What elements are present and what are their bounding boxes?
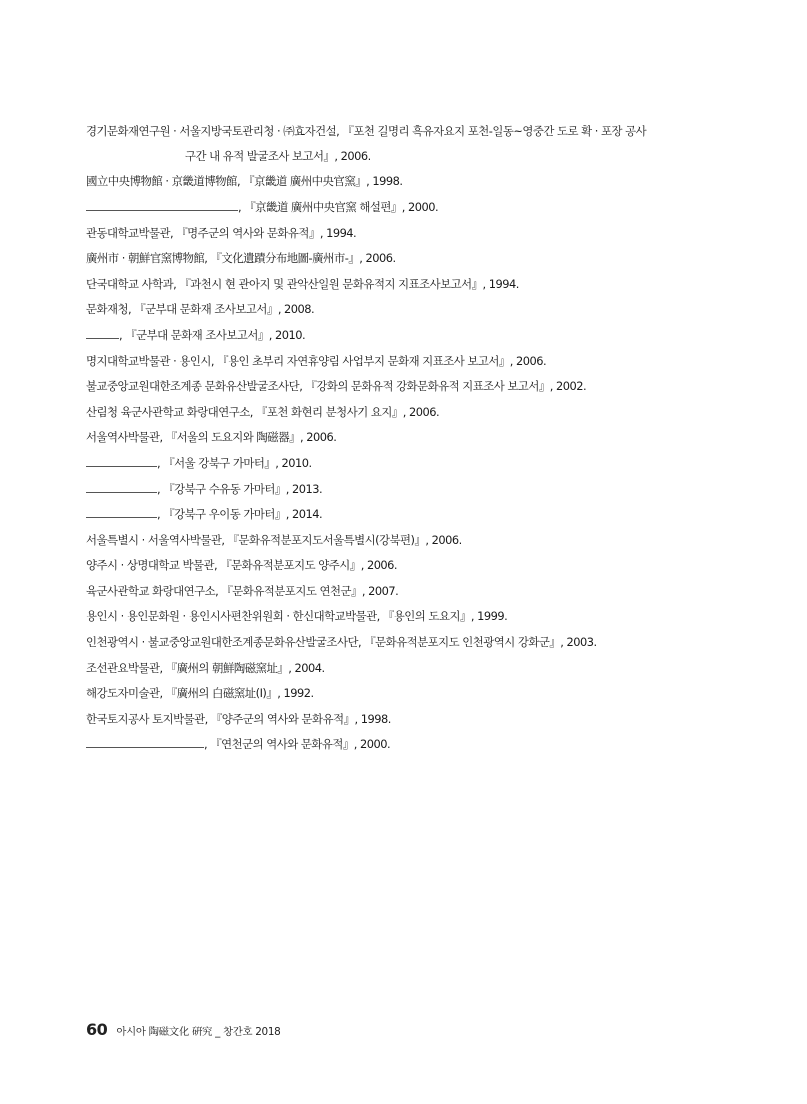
reference-text: 조선관요박물관, 『廣州의 朝鮮陶磁窯址』, 2004. (86, 660, 325, 675)
reference-entry (86, 430, 726, 445)
reference-entry (86, 712, 726, 727)
reference-text: 문화재청, 『군부대 문화재 조사보고서』, 2008. (86, 302, 315, 317)
reference-entry (86, 124, 726, 164)
reference-text: , 『강북구 수유동 가마터』, 2013. (157, 481, 323, 496)
reference-list (86, 124, 726, 763)
reference-entry (86, 328, 726, 343)
ditto-rule (86, 482, 157, 493)
page-number: 60 (86, 1020, 108, 1039)
ditto-rule (86, 507, 157, 518)
reference-entry (86, 482, 726, 497)
reference-continuation: 구간 내 유적 발굴조사 보고서』, 2006. (185, 149, 371, 163)
reference-entry (86, 737, 726, 752)
reference-entry (86, 533, 726, 548)
ditto-rule (86, 737, 204, 748)
reference-entry (86, 456, 726, 471)
reference-entry (86, 174, 726, 189)
reference-entry (86, 686, 726, 701)
reference-text: 단국대학교 사학과, 『과천시 현 관아지 및 관악산일원 문화유적지 지표조사보고서』, 1994. (86, 276, 519, 291)
reference-entry (86, 609, 726, 624)
reference-entry (86, 558, 726, 573)
reference-text: , 『군부대 문화재 조사보고서』, 2010. (119, 327, 306, 342)
reference-entry (86, 507, 726, 522)
ditto-rule (86, 328, 119, 339)
reference-text: 양주시 · 상명대학교 박물관, 『문화유적분포지도 양주시』, 2006. (86, 558, 398, 573)
reference-text: 廣州市 · 朝鮮官窯博物館, 『文化遺蹟分布地圖-廣州市-』, 2006. (86, 251, 396, 266)
reference-entry (86, 251, 726, 266)
reference-text: 해강도자미술관, 『廣州의 白磁窯址(I)』, 1992. (86, 686, 314, 701)
reference-entry (86, 405, 726, 420)
reference-text: 경기문화재연구원 · 서울지방국토관리청 · ㈜효자건설, 『포천 길명리 흑유자요지 포천-일동~영중간 도로 확 · 포장 공사 (86, 124, 647, 138)
reference-text: , 『서울 강북구 가마터』, 2010. (157, 455, 312, 470)
reference-text: 관동대학교박물관, 『명주군의 역사와 문화유적』, 1994. (86, 225, 357, 240)
reference-text: 명지대학교박물관 · 용인시, 『용인 초부리 자연휴양림 사업부지 문화재 지표조사 보고서』, 2006. (86, 353, 547, 368)
page-footer (86, 1020, 280, 1039)
reference-text: 용인시 · 용인문화원 · 용인시사편찬위원회 · 한신대학교박물관, 『용인의 도요지』, 1999. (86, 609, 508, 624)
journal-title: 아시아 陶磁文化 硏究 _ 창간호 2018 (116, 1026, 281, 1038)
reference-text: , 『京畿道 廣州中央官窯 해설편』, 2000. (238, 199, 439, 214)
reference-text: 산림청 육군사관학교 화랑대연구소, 『포천 화현리 분청사기 요지』, 2006. (86, 404, 440, 419)
ditto-rule (86, 200, 238, 211)
reference-entry (86, 354, 726, 369)
reference-text: , 『강북구 우이동 가마터』, 2014. (157, 507, 323, 522)
reference-entry (86, 226, 726, 241)
reference-text: 인천광역시 · 불교중앙교원대한조계종문화유산발굴조사단, 『문화유적분포지도 인천광역시 강화군』, 2003. (86, 635, 597, 650)
reference-text: 서울특별시 · 서울역사박물관, 『문화유적분포지도서울특별시(강북편)』, 2006. (86, 532, 462, 547)
reference-entry (86, 635, 726, 650)
reference-text: , 『연천군의 역사와 문화유적』, 2000. (204, 737, 391, 752)
reference-entry (86, 661, 726, 676)
reference-text: 國立中央博物館 · 京畿道博物館, 『京畿道 廣州中央官窯』, 1998. (86, 174, 403, 189)
reference-entry (86, 200, 726, 215)
reference-text: 불교중앙교원대한조계종 문화유산발굴조사단, 『강화의 문화유적 강화문화유적 지표조사 보고서』, 2002. (86, 379, 587, 394)
reference-entry (86, 302, 726, 317)
reference-entry (86, 379, 726, 394)
reference-text: 육군사관학교 화랑대연구소, 『문화유적분포지도 연천군』, 2007. (86, 583, 399, 598)
ditto-rule (86, 456, 157, 467)
reference-entry (86, 584, 726, 599)
reference-text: 서울역사박물관, 『서울의 도요지와 陶磁器』, 2006. (86, 430, 337, 445)
reference-text: 한국토지공사 토지박물관, 『양주군의 역사와 문화유적』, 1998. (86, 711, 391, 726)
reference-entry (86, 277, 726, 292)
